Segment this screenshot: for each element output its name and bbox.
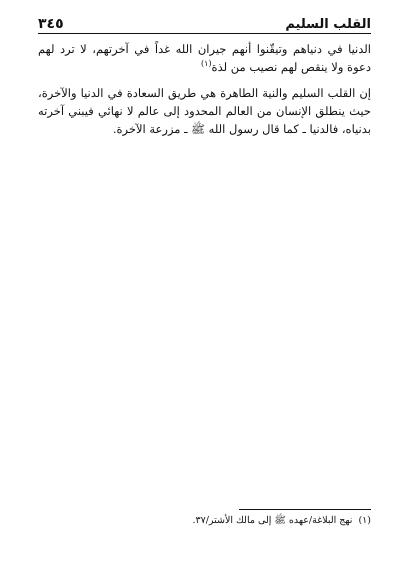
running-title: القلب السليم [285, 17, 371, 32]
paragraph-1 [38, 40, 371, 76]
footnote-number: (١) [358, 515, 371, 526]
running-header [38, 10, 371, 32]
footnote [38, 514, 371, 527]
footnote-text: نهج البلاغة/عهده ﷺ إلى مالك الأشتر/٣٧. [192, 515, 353, 526]
paragraph-2 [38, 84, 371, 138]
paragraph-2-text: إن القلب السليم والنية الطاهرة هي طريق السعادة في الدنيا والآخرة، حيث ينطلق الإنسان من العالم المحدود إلى عالم لا نهائي فيبني آخرته بدنياه، فالدنيا ـ كما قال رسول الله ﷺ ـ مزرعة الآخرة. [38, 86, 371, 136]
footnote-reference: (١) [201, 59, 212, 69]
header-divider [38, 33, 371, 34]
page-number: ٣٤٥ [38, 16, 64, 32]
footnote-divider [239, 509, 371, 510]
main-text [38, 40, 371, 146]
paragraph-1-text: الدنيا في دنياهم وتيقّنوا أنهم جيران الله غداً في آخرتهم، لا ترد لهم دعوة ولا ينقص لهم نصيب من لذة [38, 42, 371, 74]
